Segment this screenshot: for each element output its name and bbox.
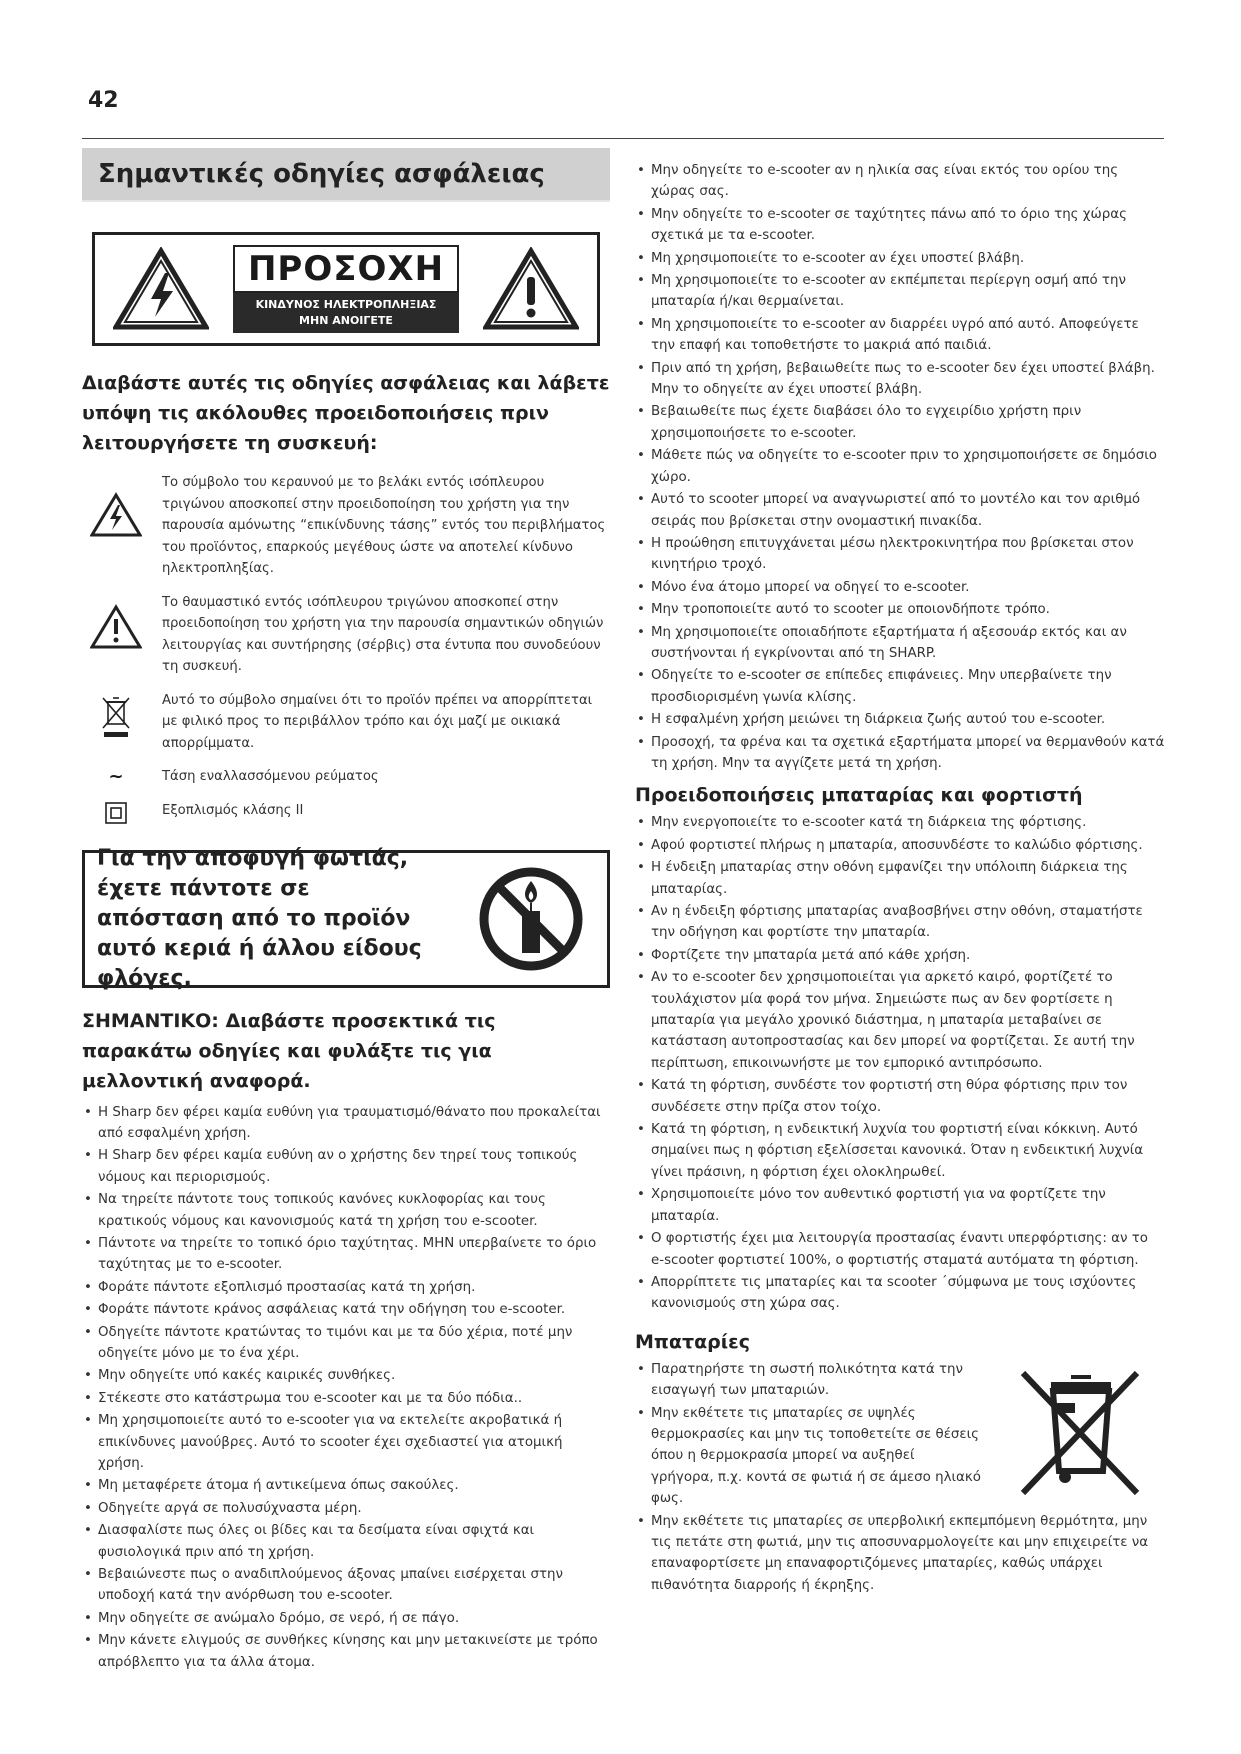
ac-tilde-icon: ~ (108, 766, 124, 787)
list-item: • Μόνο ένα άτομο μπορεί να οδηγεί το e-scooter. (635, 577, 1165, 598)
list-item: • Κατά τη φόρτιση, η ενδεικτική λυχνία του φορτιστή είναι κόκκινη. Αυτό σημαίνει πως η φόρτιση εξελίσσεται κανονικά. Όταν η ενδεικτική λυχνία γίνει πράσινη, η φόρτιση έχει ολοκληρωθεί. (635, 1119, 1165, 1183)
list-item: • Αφού φορτιστεί πλήρως η μπαταρία, αποσυνδέστε το καλώδιο φόρτισης. (635, 835, 1165, 856)
caution-center (233, 245, 459, 333)
list-item: • Μην οδηγείτε το e-scooter αν η ηλικία σας είναι εκτός του ορίου της χώρας σας. (635, 160, 1165, 203)
list-item: • Πριν από τη χρήση, βεβαιωθείτε πως το e-scooter δεν έχει υποστεί βλάβη. Μην το οδηγείτε αν έχει υποστεί βλάβη. (635, 358, 1165, 401)
no-open-flame-icon (477, 865, 585, 973)
list-item: • Κατά τη φόρτιση, συνδέστε τον φορτιστή στη θύρα φόρτισης πριν τον συνδέσετε στην πρίζα στον τοίχο. (635, 1075, 1165, 1118)
list-item: • Μην εκθέτετε τις μπαταρίες σε υπερβολική εκπεμπόμενη θερμότητα, μην τις πετάτε στη φωτιά, μην τις αποσυναρμολογείτε και μην επιχειρείτε να επαναφορτίσετε μη επαναφορτιζόμενες μπαταρίες, καθώς υπάρχει πιθανότητα διαρροής ή έκρηξης. (635, 1511, 1165, 1597)
list-item: • Να τηρείτε πάντοτε τους τοπικούς κανόνες κυκλοφορίας και τους κρατικούς νόμους και κανονισμούς κατά τη χρήση του e-scooter. (82, 1189, 610, 1232)
exclamation-triangle-small-icon (82, 592, 150, 650)
list-item: • Στέκεστε στο κατάστρωμα του e-scooter και με τα δύο πόδια.. (82, 1388, 610, 1409)
list-item: • Διασφαλίστε πως όλες οι βίδες και τα δεσίματα είναι σφιχτά και φυσιολογικά πριν από τη χρήση. (82, 1520, 610, 1563)
list-item: • Μην οδηγείτε σε ανώμαλο δρόμο, σε νερό, ή σε πάγο. (82, 1608, 610, 1629)
left-column (82, 148, 610, 1674)
list-item: • Μην κάνετε ελιγμούς σε συνθήκες κίνησης και μην μετακινείστε με τρόπο απρόβλεπτο για τα άλλα άτομα. (82, 1630, 610, 1673)
list-item: • Μάθετε πώς να οδηγείτε το e-scooter πριν το χρησιμοποιήσετε σε δημόσιο χώρο. (635, 445, 1165, 488)
left-bullet-list (82, 1102, 610, 1674)
symbol-row (82, 766, 610, 788)
list-item: • Αυτό το scooter μπορεί να αναγνωριστεί από το μοντέλο και τον αριθμό σειράς που βρίσκεται στην ονομαστική πινακίδα. (635, 489, 1165, 532)
symbol-text: Εξοπλισμός κλάσης II (162, 802, 304, 818)
list-item: • Φορτίζετε την μπαταρία μετά από κάθε χρήση. (635, 945, 1165, 966)
list-item: • Μην οδηγείτε το e-scooter σε ταχύτητες πάνω από το όριο της χώρας σχετικά με τα e-scooter. (635, 204, 1165, 247)
lightning-triangle-small-icon (82, 472, 150, 538)
caution-sub-line1: ΚΙΝΔΥΝΟΣ ΗΛΕΚΤΡΟΠΛΗΞΙΑΣ (255, 298, 437, 311)
list-item: • Οδηγείτε πάντοτε κρατώντας το τιμόνι και με τα δύο χέρια, ποτέ μην οδηγείτε μόνο με το ένα χέρι. (82, 1322, 610, 1365)
list-item: • Αν το e-scooter δεν χρησιμοποιείται για αρκετό καιρό, φορτίζετέ το τουλάχιστον μία φορά τον μήνα. Σημειώστε πως αν δεν φορτίσετε η μπαταρία για μεγάλο χρονικό διάστημα, η μπαταρία μεταβαίνει σε κατάσταση αυτοπροστασίας και δεν μπορεί να φορτίζεται. Σε αυτή την περίπτωση, επικοινωνήστε με τον εμπορικό αντιπρόσωπο. (635, 967, 1165, 1074)
section-title: Σημαντικές οδηγίες ασφάλειας (82, 148, 610, 202)
caution-label (92, 232, 600, 346)
fire-warning-text: Για την αποφυγή φωτιάς, έχετε πάντοτε σε απόσταση από το προϊόν αυτό κεριά ή άλλου είδους φλόγες. (97, 845, 422, 991)
symbol-legend (82, 472, 610, 824)
list-item: • Απορρίπτετε τις μπαταρίες και τα scooter ΄σύμφωνα με τους ισχύοντες κανονισμούς στη χώρα σας. (635, 1272, 1165, 1315)
page-number: 42 (88, 88, 119, 113)
list-item: • Μη χρησιμοποιείτε οποιαδήποτε εξαρτήματα ή αξεσουάρ εκτός και αν συστήνονται ή εγκρίνονται από τη SHARP. (635, 622, 1165, 665)
battery-charger-list (635, 812, 1165, 1314)
fire-warning-box (82, 845, 610, 991)
crossed-bin-small-icon (82, 690, 150, 738)
batteries-heading: Μπαταρίες (635, 1330, 751, 1353)
symbol-row (82, 800, 610, 824)
list-item: • Μην οδηγείτε υπό κακές καιρικές συνθήκες. (82, 1365, 610, 1386)
list-item: • Οδηγείτε το e-scooter σε επίπεδες επιφάνειες. Μην υπερβαίνετε την προσδιορισμένη γωνία κλίσης. (635, 665, 1165, 708)
crossed-wheelie-bin-icon (1015, 1367, 1145, 1499)
class-two-square-icon (82, 800, 150, 824)
top-rule (82, 138, 1164, 139)
right-bullet-list (635, 160, 1165, 774)
caution-sub-line2: ΜΗΝ ΑΝΟΙΓΕΤΕ (299, 314, 393, 327)
list-item: • Χρησιμοποιείτε μόνο τον αυθεντικό φορτιστή για να φορτίζετε την μπαταρία. (635, 1184, 1165, 1227)
symbol-row (82, 592, 610, 678)
list-item: • Η ένδειξη μπαταρίας στην οθόνη εμφανίζει την υπόλοιπη διάρκεια της μπαταρίας. (635, 857, 1165, 900)
exclamation-triangle-icon (483, 247, 579, 331)
list-item: • Μη μεταφέρετε άτομα ή αντικείμενα όπως σακούλες. (82, 1475, 610, 1496)
list-item: • Πάντοτε να τηρείτε το τοπικό όριο ταχύτητας. ΜΗΝ υπερβαίνετε το όριο ταχύτητας με το e-scooter. (82, 1233, 610, 1276)
lead-paragraph: Διαβάστε αυτές τις οδηγίες ασφάλειας και λάβετε υπόψη τις ακόλουθες προειδοποιήσεις πριν λειτουργήσετε τη συσκευή: (82, 372, 610, 454)
list-item: • Φοράτε πάντοτε εξοπλισμό προστασίας κατά τη χρήση. (82, 1277, 610, 1298)
symbol-text: Το θαυμαστικό εντός ισόπλευρου τριγώνου αποσκοπεί στην προειδοποίηση του χρήστη για την παρουσία σημαντικών οδηγιών λειτουργίας και συντήρησης (σέρβις) στα έντυπα που συνοδεύουν τη συσκευή. (162, 594, 604, 674)
batteries-block (635, 1359, 1165, 1596)
list-item: • Μη χρησιμοποιείτε το e-scooter αν έχει υποστεί βλάβη. (635, 248, 1165, 269)
caution-subtitle (233, 293, 459, 333)
list-item: • Η Sharp δεν φέρει καμία ευθύνη αν ο χρήστης δεν τηρεί τους τοπικούς νόμους και περιορισμούς. (82, 1145, 610, 1188)
list-item: • Προσοχή, τα φρένα και τα σχετικά εξαρτήματα μπορεί να θερμανθούν κατά τη χρήση. Μην τα αγγίζετε μετά τη χρήση. (635, 732, 1165, 775)
symbol-text: Αυτό το σύμβολο σημαίνει ότι το προϊόν πρέπει να απορρίπτεται με φιλικό προς το περιβάλλον τρόπο και όχι μαζί με οικιακά απορρίμματα. (162, 692, 593, 751)
symbol-row (82, 472, 610, 580)
list-item: • Μην εκθέτετε τις μπαταρίες σε υψηλές θερμοκρασίες και μην τις τοποθετείτε σε θέσεις όπου η θερμοκρασία μπορεί να αυξηθεί γρήγορα, π.χ. κοντά σε φωτιά ή σε άμεσο ηλιακό φως. (635, 1403, 981, 1510)
list-item: • Παρατηρήστε τη σωστή πολικότητα κατά την εισαγωγή των μπαταριών. (635, 1359, 981, 1402)
caution-title: ΠΡΟΣΟΧΗ (233, 245, 459, 293)
list-item: • Η εσφαλμένη χρήση μειώνει τη διάρκεια ζωής αυτού του e-scooter. (635, 709, 1165, 730)
battery-charger-heading: Προειδοποιήσεις μπαταρίας και φορτιστή (635, 784, 1083, 807)
lightning-triangle-icon (113, 247, 209, 331)
list-item: • Οδηγείτε αργά σε πολυσύχναστα μέρη. (82, 1498, 610, 1519)
symbol-row (82, 690, 610, 755)
symbol-text: Τάση εναλλασσόμενου ρεύματος (162, 769, 379, 784)
list-item: • Μη χρησιμοποιείτε το e-scooter αν διαρρέει υγρό από αυτό. Αποφεύγετε την επαφή και τοποθετήστε το μακριά από παιδιά. (635, 314, 1165, 357)
symbol-text: Το σύμβολο του κεραυνού με το βελάκι εντός ισόπλευρου τριγώνου αποσκοπεί στην προειδοποίηση του χρήστη για την παρουσία αμόνωτης “επικίνδυνης τάσης” εντός του περιβλήματος του προϊόντος, επαρκούς μεγέθους ώστε να αποτελεί κίνδυνο ηλεκτροπληξίας. (162, 475, 606, 576)
right-column (635, 160, 1165, 1597)
important-heading: ΣΗΜΑΝΤΙΚΟ: Διαβάστε προσεκτικά τις παρακάτω οδηγίες και φυλάξτε τις για μελλοντική αναφορά. (82, 1009, 496, 1092)
list-item: • Η προώθηση επιτυγχάνεται μέσω ηλεκτροκινητήρα που βρίσκεται στον κινητήριο τροχό. (635, 533, 1165, 576)
list-item: • Βεβαιωθείτε πως έχετε διαβάσει όλο το εγχειρίδιο χρήστη πριν χρησιμοποιήσετε το e-scooter. (635, 401, 1165, 444)
list-item: • Μην ενεργοποιείτε το e-scooter κατά τη διάρκεια της φόρτισης. (635, 812, 1165, 833)
list-item: • Μη χρησιμοποιείτε αυτό το e-scooter για να εκτελείτε ακροβατικά ή επικίνδυνες μανούβρες. Αυτό το scooter έχει σχεδιαστεί για ατομική χρήση. (82, 1410, 610, 1474)
list-item: • Μην τροποποιείτε αυτό το scooter με οποιονδήποτε τρόπο. (635, 599, 1165, 620)
list-item: • Μη χρησιμοποιείτε το e-scooter αν εκπέμπεται περίεργη οσμή από την μπαταρία ή/και θερμαίνεται. (635, 270, 1165, 313)
list-item: • Η Sharp δεν φέρει καμία ευθύνη για τραυματισμό/θάνατο που προκαλείται από εσφαλμένη χρήση. (82, 1102, 610, 1145)
list-item: • Βεβαιώνεστε πως ο αναδιπλούμενος άξονας μπαίνει εισέρχεται στην υποδοχή κατά την ανόρθωση του e-scooter. (82, 1564, 610, 1607)
list-item: • Αν η ένδειξη φόρτισης μπαταρίας αναβοσβήνει στην οθόνη, σταματήστε την οδήγηση και φορτίστε την μπαταρία. (635, 901, 1165, 944)
list-item: • Ο φορτιστής έχει μια λειτουργία προστασίας έναντι υπερφόρτισης: αν το e-scooter φορτιστεί 100%, ο φορτιστής σταματά αυτόματα τη φόρτιση. (635, 1228, 1165, 1271)
list-item: • Φοράτε πάντοτε κράνος ασφάλειας κατά την οδήγηση του e-scooter. (82, 1299, 610, 1320)
